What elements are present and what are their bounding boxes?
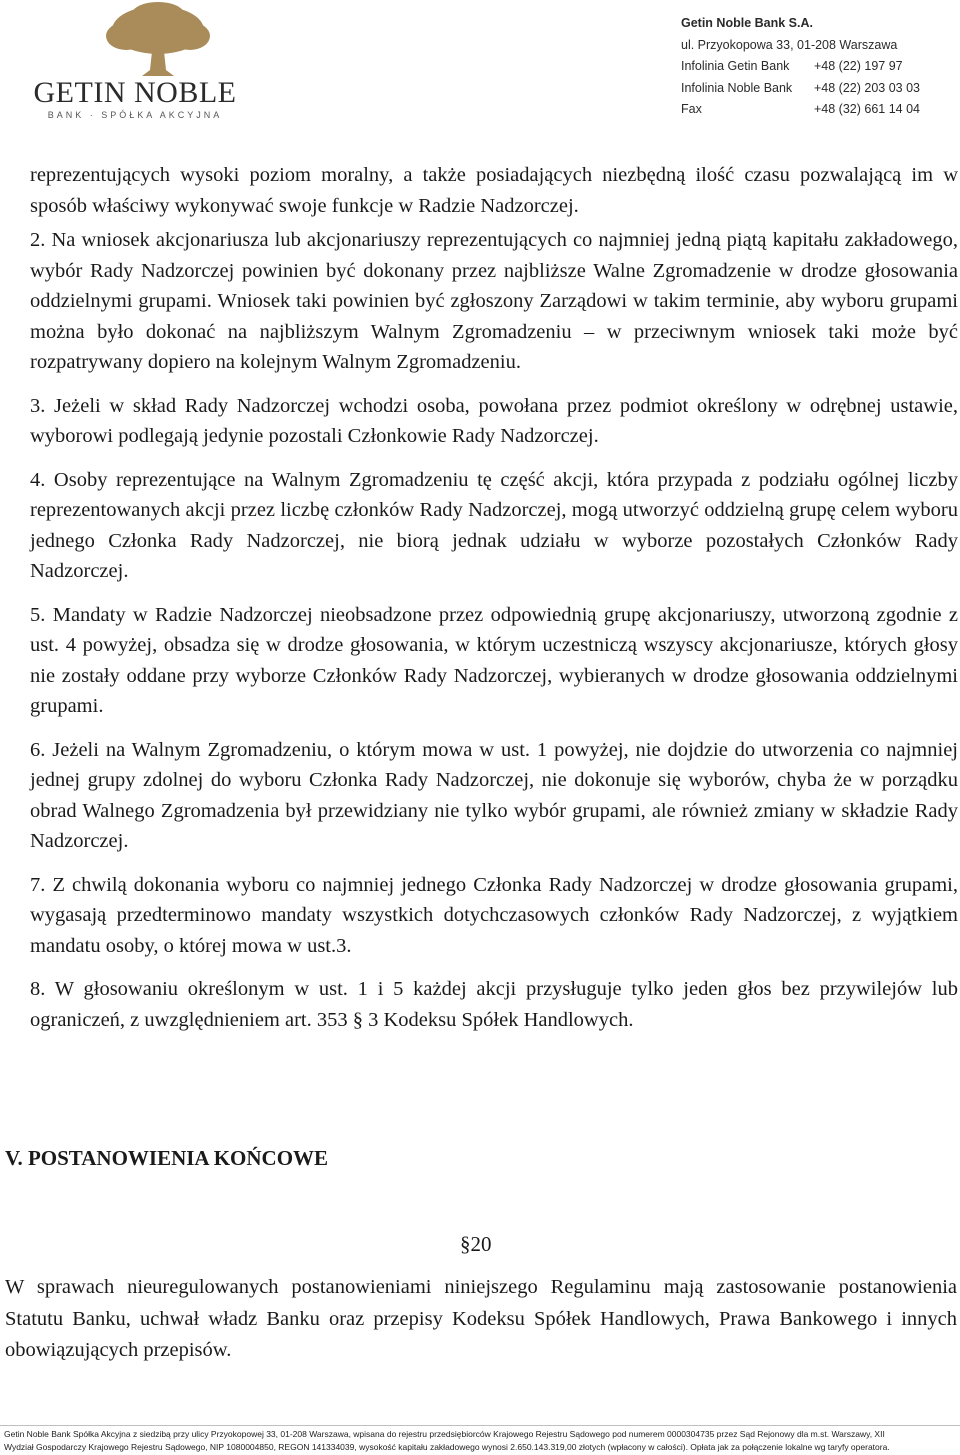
numbered-item-8: 8. W głosowaniu określonym w ust. 1 i 5 każdej akcji przysługuje tylko jeden głos bez przywilejów lub ograniczeń, z uwzględnieniem art. 353 § 3 Kodeksu Spółek Handlowych.	[30, 978, 958, 1031]
footer-line-2: Wydział Gospodarczy Krajowego Rejestru Sądowego, NIP 1080004850, REGON 141334039, wysokość kapitału zakładowego wynosi 2.650.143.319,00 złotych (wpłacony w całości). Opłata jak za połączenie lokalne wg taryfy operatora.	[4, 1442, 890, 1452]
intro-paragraph: reprezentujących wysoki poziom moralny, a także posiadających niezbędną ilość czasu pozwalającą im w sposób właściwy wykonywać swoje funkcje w Radzie Nadzorczej.	[30, 164, 958, 217]
final-paragraph: W sprawach nieuregulowanych postanowieniami niniejszego Regulaminu mają zastosowanie postanowienia Statutu Banku, uchwał władz Banku oraz przepisy Kodeksu Spółek Handlowych, Prawa Bankowego i innych obowiązujących przepisów.	[5, 1276, 957, 1361]
contact-row	[681, 78, 951, 100]
numbered-item-7: 7. Z chwilą dokonania wyboru co najmniej jednego Członka Rady Nadzorczej w drodze głosowania grupami, wygasają przedterminowo mandaty wszystkich dotychczasowych członków Rady Nadzorczej, z wyjątkiem mandatu osoby, o której mowa w ust.3.	[30, 873, 958, 957]
contact-block	[681, 13, 951, 121]
contact-row	[681, 56, 951, 78]
numbered-item-2: 2. Na wniosek akcjonariusza lub akcjonariuszy reprezentujących co najmniej jedną piątą kapitału zakładowego, wybór Rady Nadzorczej powinien być dokonany przez najbliższe Walne Zgromadzenie w drodze głosowania oddzielnymi grupami. Wniosek taki powinien być zgłoszony Zarządowi w takim terminie, aby wyboru grupami można było dokonać na najbliższym Walnym Zgromadzeniu – w przeciwnym wniosek taki może być rozpatrywany dopiero na kolejnym Walnym Zgromadzeniu.	[30, 229, 958, 373]
numbered-item-5: 5. Mandaty w Radzie Nadzorczej nieobsadzone przez odpowiednią grupę akcjonariuszy, utworzoną zgodnie z ust. 4 powyżej, obsadza się w drodze głosowania, w którym uczestniczą wszyscy akcjonariusze, których głosy nie zostały oddane przy wyborze Członków Rady Nadzorczej, wybieranych w drodze głosowania oddzielnymi grupami.	[30, 603, 958, 717]
letterhead	[0, 0, 960, 130]
bank-address: ul. Przyokopowa 33, 01-208 Warszawa	[681, 37, 898, 52]
footer-line-1: Getin Noble Bank Spółka Akcyjna z siedzibą przy ulicy Przyokopowej 33, 01-208 Warszawa, wpisana do rejestru przedsiębiorców Krajowego Rejestru Sądowego pod numerem 0000304735 przez Sąd Rejonowy dla m.st. Warszawy, XII	[4, 1429, 885, 1439]
section-title: V. POSTANOWIENIA KOŃCOWE	[5, 1146, 329, 1170]
paragraph-number: §20	[460, 1232, 492, 1256]
numbered-item-4: 4. Osoby reprezentujące na Walnym Zgromadzeniu tę część akcji, która przypada z podziału ogólnej liczby reprezentowanych akcji przez liczbę członków Rady Nadzorczej, mogą utworzyć oddzielną grupę celem wyboru jednego Członka Rady Nadzorczej, nie biorą jednak udziału w wyborze pozostałych Członków Rady Nadzorczej.	[30, 468, 958, 582]
footer-divider	[0, 1425, 960, 1426]
contact-value: +48 (22) 203 03 03	[814, 80, 920, 95]
page-footer	[4, 1428, 960, 1454]
numbered-item-3: 3. Jeżeli w skład Rady Nadzorczej wchodzi osoba, powołana przez podmiot określony w odrębnej ustawie, wyborowi podlegają jedynie pozostali Członkowie Rady Nadzorczej.	[30, 394, 958, 447]
numbered-item-6: 6. Jeżeli na Walnym Zgromadzeniu, o którym mowa w ust. 1 powyżej, nie dojdzie do utworzenia co najmniej jednej grupy zdolnej do wyboru Członka Rady Nadzorczej, nie dokonuje się wyborów, chyba że w porządku obrad Walnego Zgromadzenia był przewidziany nie tylko wybór grupami, ale również zmiany w składzie Rady Nadzorczej.	[30, 738, 958, 852]
document-body	[30, 160, 958, 1048]
tree-logo-icon	[98, 2, 218, 77]
contact-label: Infolinia Noble Bank	[681, 80, 793, 95]
bank-logo	[30, 2, 240, 127]
contact-label: Infolinia Getin Bank	[681, 59, 790, 73]
contact-value: +48 (32) 661 14 04	[814, 102, 920, 116]
bank-name: Getin Noble Bank S.A.	[681, 16, 813, 30]
contact-row	[681, 99, 951, 121]
contact-value: +48 (22) 197 97	[814, 59, 903, 73]
logo-wordmark: GETIN NOBLE	[33, 76, 237, 109]
contact-label: Fax	[681, 102, 702, 116]
logo-subtitle: BANK · SPÓŁKA AKCYJNA	[47, 110, 223, 120]
